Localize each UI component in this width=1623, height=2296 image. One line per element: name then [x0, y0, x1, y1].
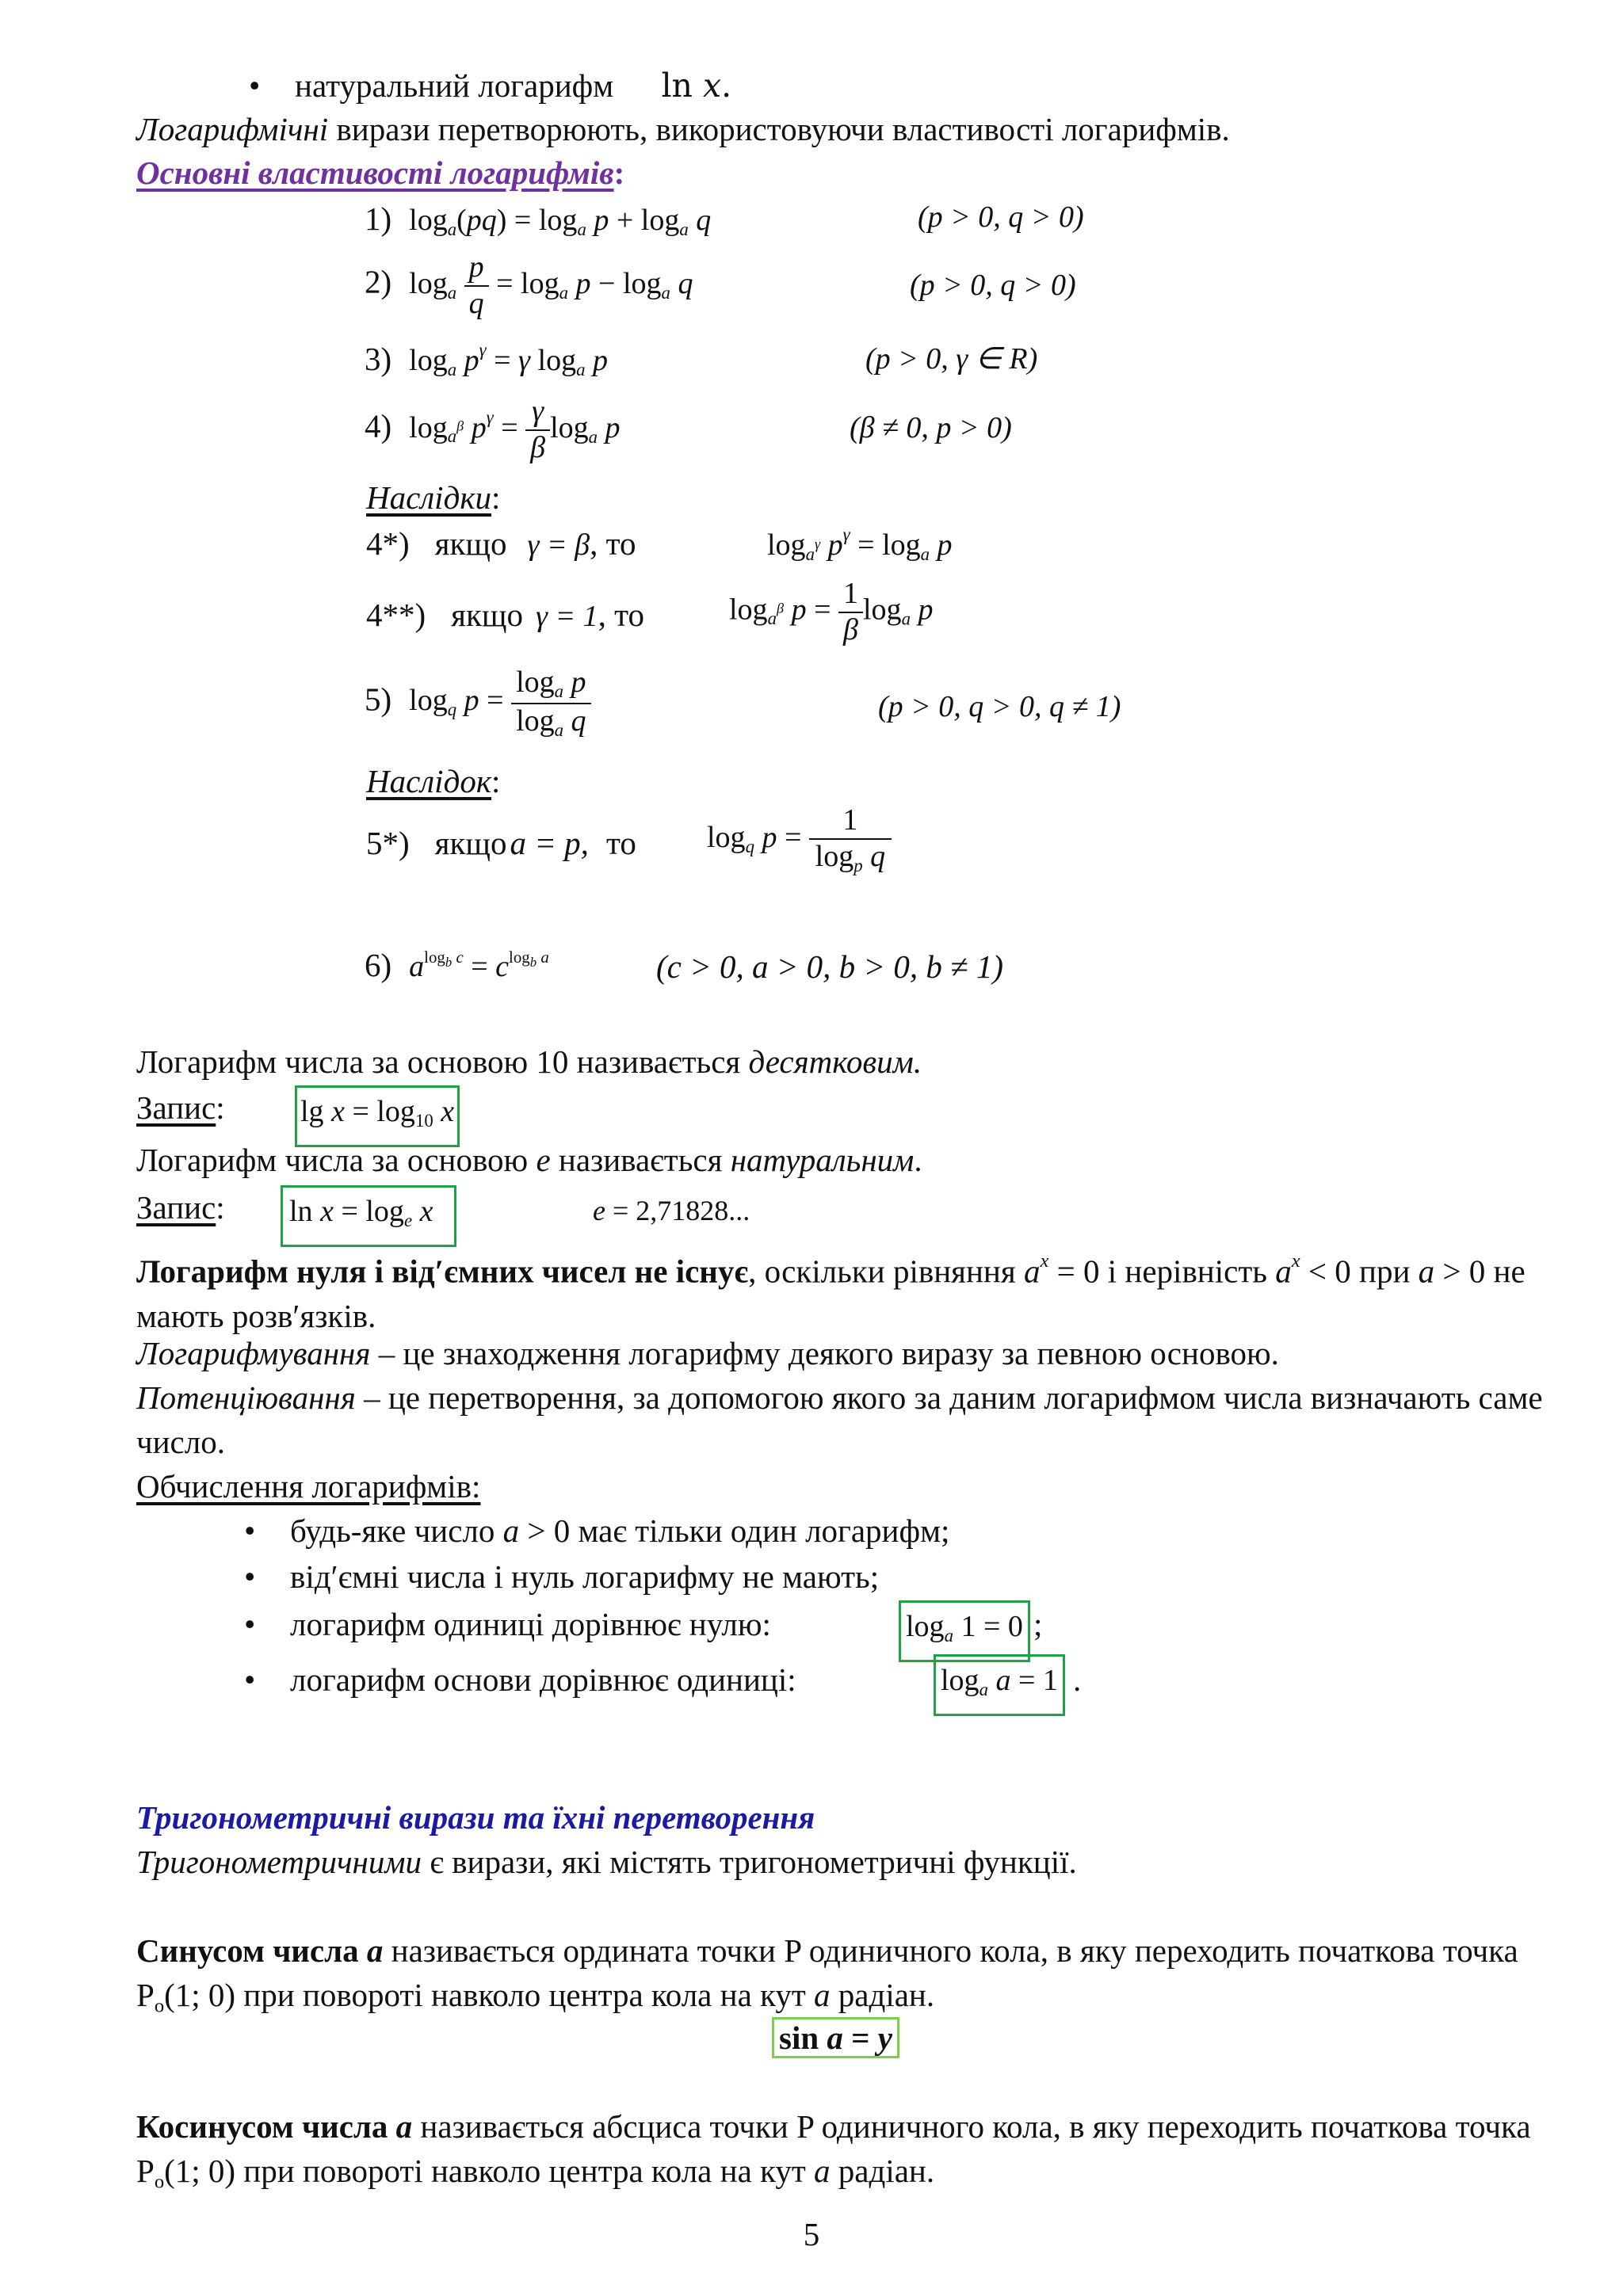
sine-formula: sin a = y — [772, 2017, 899, 2058]
trig-heading-text: Тригонометричні вирази та їхні перетворення — [136, 1799, 815, 1836]
nonexistence-c: > 0 не мають розв′язків. — [136, 1253, 1526, 1334]
log-one-formula: $\log_a 1 = 0$ — [899, 1600, 1030, 1662]
record-label: Запис — [136, 1189, 216, 1226]
logging-italic: Логарифмування — [136, 1335, 371, 1371]
p6-condition: (c > 0, a > 0, b > 0, b ≠ 1) — [656, 948, 1004, 985]
p1-condition: (p > 0, q > 0) — [918, 200, 1084, 234]
nonexistence-b: < 0 при — [1300, 1253, 1419, 1290]
p4-condition: (β ≠ 0, p > 0) — [850, 411, 1012, 444]
p4-formula: $\log_{a^\beta} p^\gamma$ = $\frac{\gamma}{\beta}$ $\log_a p$ — [409, 395, 621, 464]
calc-b1-b: > 0 має тільки один логарифм; — [519, 1512, 950, 1549]
decimal-log-line — [136, 1039, 922, 1084]
potentiation-italic: Потенціювання — [136, 1379, 356, 1416]
p1-number: 1) — [365, 200, 392, 237]
p5-condition: (p > 0, q > 0, q ≠ 1) — [878, 690, 1121, 723]
nonexistence-a: , оскільки рівняння — [748, 1253, 1024, 1290]
calc-b4: логарифм основи дорівнює одиниці: — [290, 1661, 796, 1698]
property-3 — [365, 337, 608, 381]
natural-log-text-a: Логарифм числа за основою — [136, 1142, 537, 1178]
sine-formula-box — [772, 2016, 899, 2060]
cosine-text-b: (1; 0) при повороті навколо центра кола на кут — [164, 2153, 815, 2189]
c5s-condition: a = p, — [510, 825, 589, 861]
calc-bullet-2 — [290, 1554, 879, 1599]
c4s-number: 4*) — [366, 525, 410, 562]
record-label: Запис — [136, 1089, 216, 1126]
sine-text: називається ордината точки P одиничного кола, в яку переходить початкова точка P — [136, 1932, 1518, 2013]
c5s-formula: $\log_q p$ = $\frac{1}{\log_p q}$ — [707, 805, 892, 875]
corollaries-text: Наслідки — [366, 479, 491, 516]
p6-number: 6) — [365, 947, 392, 983]
c4s-if: якщо — [434, 525, 507, 562]
property-2 — [365, 252, 693, 320]
properties-heading — [136, 151, 624, 195]
trig-intro-italic: Тригонометричними — [136, 1844, 422, 1880]
calc-b2: від′ємні числа і нуль логарифму не мають; — [290, 1558, 880, 1595]
calc-heading — [136, 1464, 480, 1508]
corollaries-label: Наслідки: — [366, 479, 501, 516]
trig-intro-rest: є вирази, які містять тригонометричні функції. — [422, 1844, 1077, 1880]
record-decimal: Запис: $\lg x = \log_{10} x$ — [136, 1085, 225, 1130]
intro-rest: вирази перетворюють, використовуючи властивості логарифмів. — [328, 111, 1230, 147]
calc-bullet-3 — [290, 1602, 1043, 1646]
natural-log-text-b: називається — [550, 1142, 731, 1178]
corollary-4-star — [366, 521, 636, 566]
calc-b3-end: ; — [1033, 1606, 1043, 1642]
p3-number: 3) — [365, 341, 392, 377]
c5s-then: то — [605, 825, 636, 861]
page-number: 5 — [803, 2216, 820, 2252]
logging-definition — [136, 1331, 1555, 1375]
p5-number: 5) — [365, 681, 392, 718]
property-5 — [365, 667, 591, 740]
p5-formula: $\log_q p$ = $\frac{\log_a p}{\log_a q}$ — [409, 684, 590, 717]
c5s-number: 5*) — [366, 825, 410, 861]
natural-log-italic: натуральним — [730, 1142, 915, 1178]
decimal-log-formula: $\lg x = \log_{10} x$ — [295, 1085, 460, 1147]
p6-formula: $a^{log_b c} = c^{log_b a}$ — [409, 948, 549, 983]
c4ss-number: 4**) — [366, 597, 426, 633]
calc-bullet-4 — [290, 1657, 1082, 1702]
p3-formula: $\log_a p^\gamma = \gamma$ $\log_a p$ — [409, 339, 608, 379]
intro-italic: Логарифмічні — [136, 111, 329, 147]
c4ss-condition: γ = 1 — [536, 600, 598, 633]
intro-line — [136, 107, 1230, 151]
nonexistence-paragraph: Логарифм нуля і від′ємних чисел не існує, оскільки рівняння $a^x = 0$ і нерівність $a^x < 0$ при a > 0 не мають розв′язків. — [136, 1250, 1526, 1334]
c4ss-then: , то — [598, 597, 645, 633]
cosine-definition: Косинусом числа a називається абсциса точки P одиничного кола, в яку переходить початкова точка $P_o(1$; 0) при повороті навколо центра кола на кут a радіан. — [136, 2108, 1531, 2193]
properties-colon: : — [613, 154, 625, 191]
properties-heading-text: Основні властивості логарифмів — [136, 154, 614, 191]
e-value: e = 2,71828... — [593, 1195, 750, 1226]
cosine-text: називається абсциса точки P одиничного кола, в яку переходить початкова точка P — [136, 2108, 1531, 2189]
property-4 — [365, 396, 621, 464]
c5s-if: якщо — [434, 825, 507, 861]
log-base-formula: $\log_a a = 1$ — [934, 1654, 1065, 1716]
c4ss-formula: $\log_{a^\beta} p$ = $\frac{1}{\beta}$ $\log_a p$ — [729, 577, 934, 646]
p2-formula: $\log_a$ $\frac{p}{q}$ = $\log_a p - \log_a q$ — [409, 250, 693, 320]
p4-number: 4) — [365, 407, 392, 444]
nonexistence-eq: = 0 і нерівність — [1048, 1253, 1276, 1290]
natural-log-line: Логарифм числа за основою e називається натуральним. — [136, 1142, 922, 1178]
corollary-label: Наслідок: — [366, 763, 501, 799]
calc-b1-a: будь-яке число — [290, 1512, 503, 1549]
sine-definition: Синусом числа a називається ордината точки P одиничного кола, в яку переходить початкова точка $P_o(1$; 0) при повороті навколо центра кола на кут a радіан. — [136, 1932, 1518, 2017]
potentiation-definition — [136, 1375, 1555, 1464]
p3-condition: (p > 0, γ ∈ R) — [865, 342, 1038, 376]
cosine-text-c: радіан. — [830, 2153, 935, 2189]
decimal-log-italic: десятковим. — [748, 1043, 922, 1080]
trig-heading — [136, 1795, 815, 1840]
cosine-bold: Косинусом числа — [136, 2108, 396, 2145]
property-6 — [365, 943, 549, 987]
sine-text-c: радіан. — [830, 1977, 935, 2013]
corollary-5-star — [366, 821, 636, 865]
sine-bold: Синусом числа — [136, 1932, 367, 1969]
decimal-log-text: Логарифм числа за основою 10 називається — [136, 1043, 749, 1080]
p2-number: 2) — [365, 263, 392, 300]
c4s-formula: $\log_{a^\gamma} p^\gamma = \log_a p$ — [767, 524, 953, 565]
calc-b4-end: . — [1073, 1661, 1082, 1698]
trig-intro — [136, 1840, 1077, 1884]
c4s-then: , то — [590, 525, 636, 562]
record-natural: Запис: $\ln x = \log_e x$ e = 2,71828... — [136, 1185, 225, 1230]
logging-rest: – це знаходження логарифму деякого виразу за певною основою. — [370, 1335, 1279, 1371]
ln-x-formula: ln 𝑥. — [661, 67, 732, 105]
sine-text-b: (1; 0) при повороті навколо центра кола на кут — [164, 1977, 815, 2013]
corollary-4-double-star — [366, 593, 644, 637]
c4s-condition: γ = β — [527, 528, 590, 562]
calc-bullet-1: • будь-яке число a > 0 має тільки один логарифм; — [290, 1508, 949, 1553]
natural-log-formula: $\ln x = \log_e x$ — [281, 1185, 456, 1247]
potentiation-rest: – це перетворення, за допомогою якого за даним логарифмом числа визначають саме число. — [136, 1379, 1543, 1460]
corollary-text: Наслідок — [366, 763, 491, 799]
c4ss-if: якщо — [451, 597, 524, 633]
bullet-natural-log — [295, 63, 731, 108]
property-1 — [365, 196, 711, 241]
p2-condition: (p > 0, q > 0) — [910, 269, 1076, 302]
calc-b3: логарифм одиниці дорівнює нулю: — [290, 1606, 771, 1642]
bullet-text: натуральний логарифм — [295, 67, 614, 104]
calc-heading-text: Обчислення логарифмів: — [136, 1468, 481, 1505]
nonexistence-bold: Логарифм нуля і від′ємних чисел не існує — [136, 1253, 749, 1290]
natural-log-e: e — [536, 1142, 551, 1178]
p1-formula: $\log_a(pq) = \log_a p + \log_a q$ — [409, 204, 712, 239]
